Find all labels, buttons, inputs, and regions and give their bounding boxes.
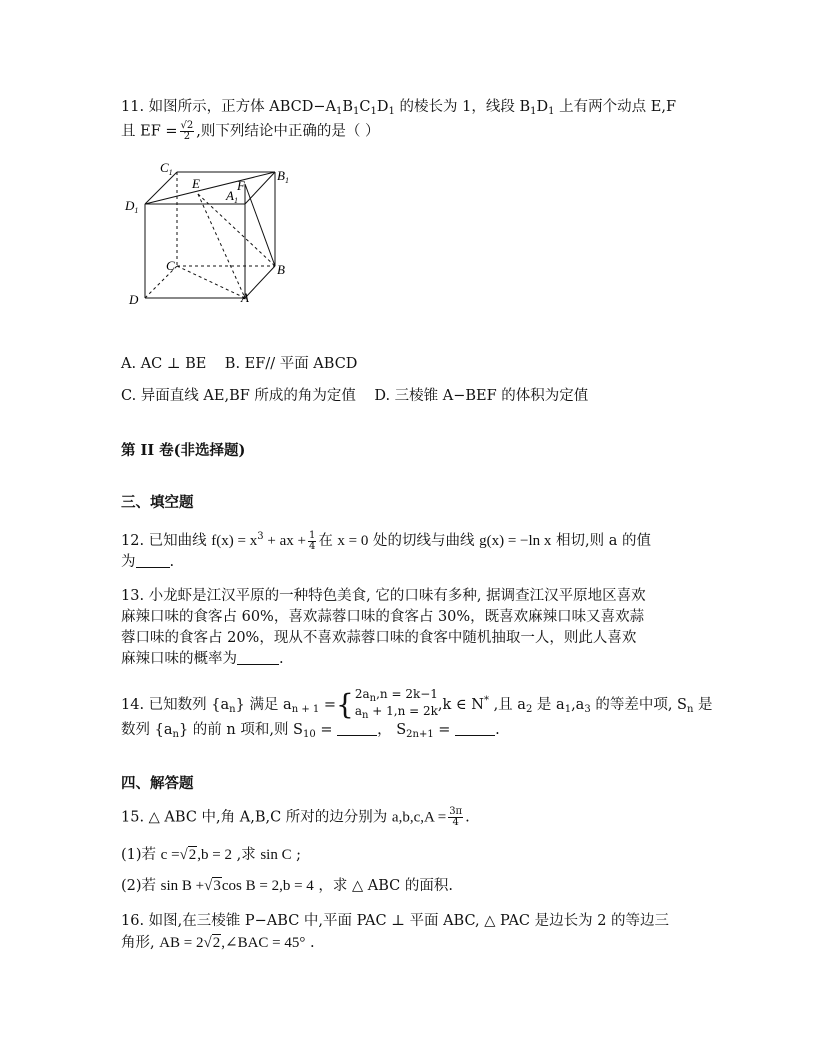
diagonal-ac-hidden bbox=[177, 266, 245, 298]
q15-part2: (2)若 sin B +√3cos B = 2,b = 4 ，求 △ ABC 的面积. bbox=[121, 878, 453, 894]
section-2-title: 第 II 卷(非选择题) bbox=[121, 442, 246, 459]
q14-line1: 14. 已知数列 $\{a_n\}$ 满足 $a_{n + 1}$ = { $2a_n,n = 2k-1$ $a_n + 1,n = 2k$ ,k ∈ N* ,且 $a_2$ 是 $a_1,a_3$ 的等差中项, $S_n$ 是 bbox=[121, 687, 713, 721]
label-a1: $A_1$ bbox=[226, 188, 238, 205]
segment-b1d1 bbox=[145, 172, 275, 204]
q13-line3: 蓉口味的食客占 20%，现从不喜欢蒜蓉口味的食客中随机抽取一人，则此人喜欢 bbox=[121, 630, 637, 646]
label-c: C bbox=[166, 258, 175, 273]
q14-s2n1-blank[interactable] bbox=[455, 721, 495, 736]
label-b1: $B_1$ bbox=[277, 168, 289, 185]
edge-ab bbox=[245, 266, 275, 298]
q12-answer-blank[interactable] bbox=[136, 553, 170, 568]
q11-options-ab bbox=[121, 354, 357, 374]
q12-line1: 12. 已知曲线 $f(x) = x^3$ + ax + $\frac{1}{4}$ 在 x = 0 处的切线与曲线 g(x) = −ln x 相切,则 a 的值 bbox=[121, 529, 652, 552]
q13-line4: 麻辣口味的概率为 . bbox=[121, 651, 284, 667]
fraction-1-over-4: $\frac{1}{4}$ bbox=[308, 529, 316, 552]
label-a: A bbox=[241, 290, 249, 305]
q11-option-b: B. EF// 平面 ABCD bbox=[224, 356, 358, 372]
q13-line2: 麻辣口味的食客占 60%，喜欢蒜蓉口味的食客占 30%，既喜欢麻辣口味又喜欢蒜 bbox=[121, 609, 645, 625]
q14-s10-blank[interactable] bbox=[337, 721, 377, 736]
segment-ae-hidden bbox=[198, 194, 245, 298]
section-3-title: 三、填空题 bbox=[121, 494, 194, 511]
q11-options-cd bbox=[121, 386, 588, 406]
label-c1: $C_1$ bbox=[160, 160, 173, 177]
q11-line1: 11. 如图所示，正方体 $ABCD-A_1B_1C_1D_1$ 的棱长为 1，线段 $B_1D_1$ 上有两个动点 E,F bbox=[121, 99, 677, 117]
q11-line2: 且 EF = $\frac{√2}{2}$ ,则下列结论中正确的是（ ） bbox=[121, 120, 380, 142]
label-d: D bbox=[129, 292, 139, 307]
q16-line1: 16. 如图,在三棱锥 P−ABC 中,平面 PAC ⊥ 平面 ABC, △ PAC 是边长为 2 的等边三 bbox=[121, 913, 670, 929]
q13-line1: 13. 小龙虾是江汉平原的一种特色美食, 它的口味有多种, 据调查江汉平原地区喜欢 bbox=[121, 588, 646, 604]
segment-bf bbox=[245, 184, 275, 266]
edge-b1a1 bbox=[245, 172, 275, 204]
label-f: F bbox=[237, 178, 245, 193]
sqrt-2-ab: √2 bbox=[203, 935, 221, 951]
q16-line2: 角形, AB = 2√2,∠BAC = 45° . bbox=[121, 935, 315, 951]
q13-answer-blank[interactable] bbox=[237, 650, 279, 665]
q11-option-c: C. 异面直线 AE,BF 所成的角为定值 bbox=[121, 388, 356, 404]
sqrt-3: √3 bbox=[204, 878, 221, 894]
q15-part1: (1)若 c =√2,b = 2 ,求 sin C ; bbox=[121, 847, 302, 863]
label-b: B bbox=[277, 262, 285, 277]
q14-line2: 数列 $\{a_n\}$ 的前 n 项和,则 $S_{10}$ = ， $S_{2n+1}$ = . bbox=[121, 722, 500, 740]
fraction-sqrt2-over-2: $\frac{√2}{2}$ bbox=[180, 120, 194, 142]
section-4-title: 四、解答题 bbox=[121, 775, 194, 792]
q11-option-a: A. AC ⊥ BE bbox=[121, 356, 207, 372]
label-e: E bbox=[192, 176, 200, 191]
cube-figure bbox=[120, 158, 300, 308]
fraction-3pi-over-4: $\frac{3\pi}{4}$ bbox=[449, 806, 463, 828]
q11-option-d: D. 三棱锥 A−BEF 的体积为定值 bbox=[374, 388, 589, 404]
sqrt-2: √2 bbox=[179, 847, 197, 863]
q15-line1: 15. △ ABC 中,角 A,B,C 所对的边分别为 a,b,c,A = $\frac{3\pi}{4}$ . bbox=[121, 806, 470, 828]
label-d1: $D_1$ bbox=[125, 198, 139, 215]
q12-line2: 为 . bbox=[121, 554, 175, 570]
q14-piecewise: { $2a_n,n = 2k-1$ $a_n + 1,n = 2k$ bbox=[336, 687, 438, 721]
